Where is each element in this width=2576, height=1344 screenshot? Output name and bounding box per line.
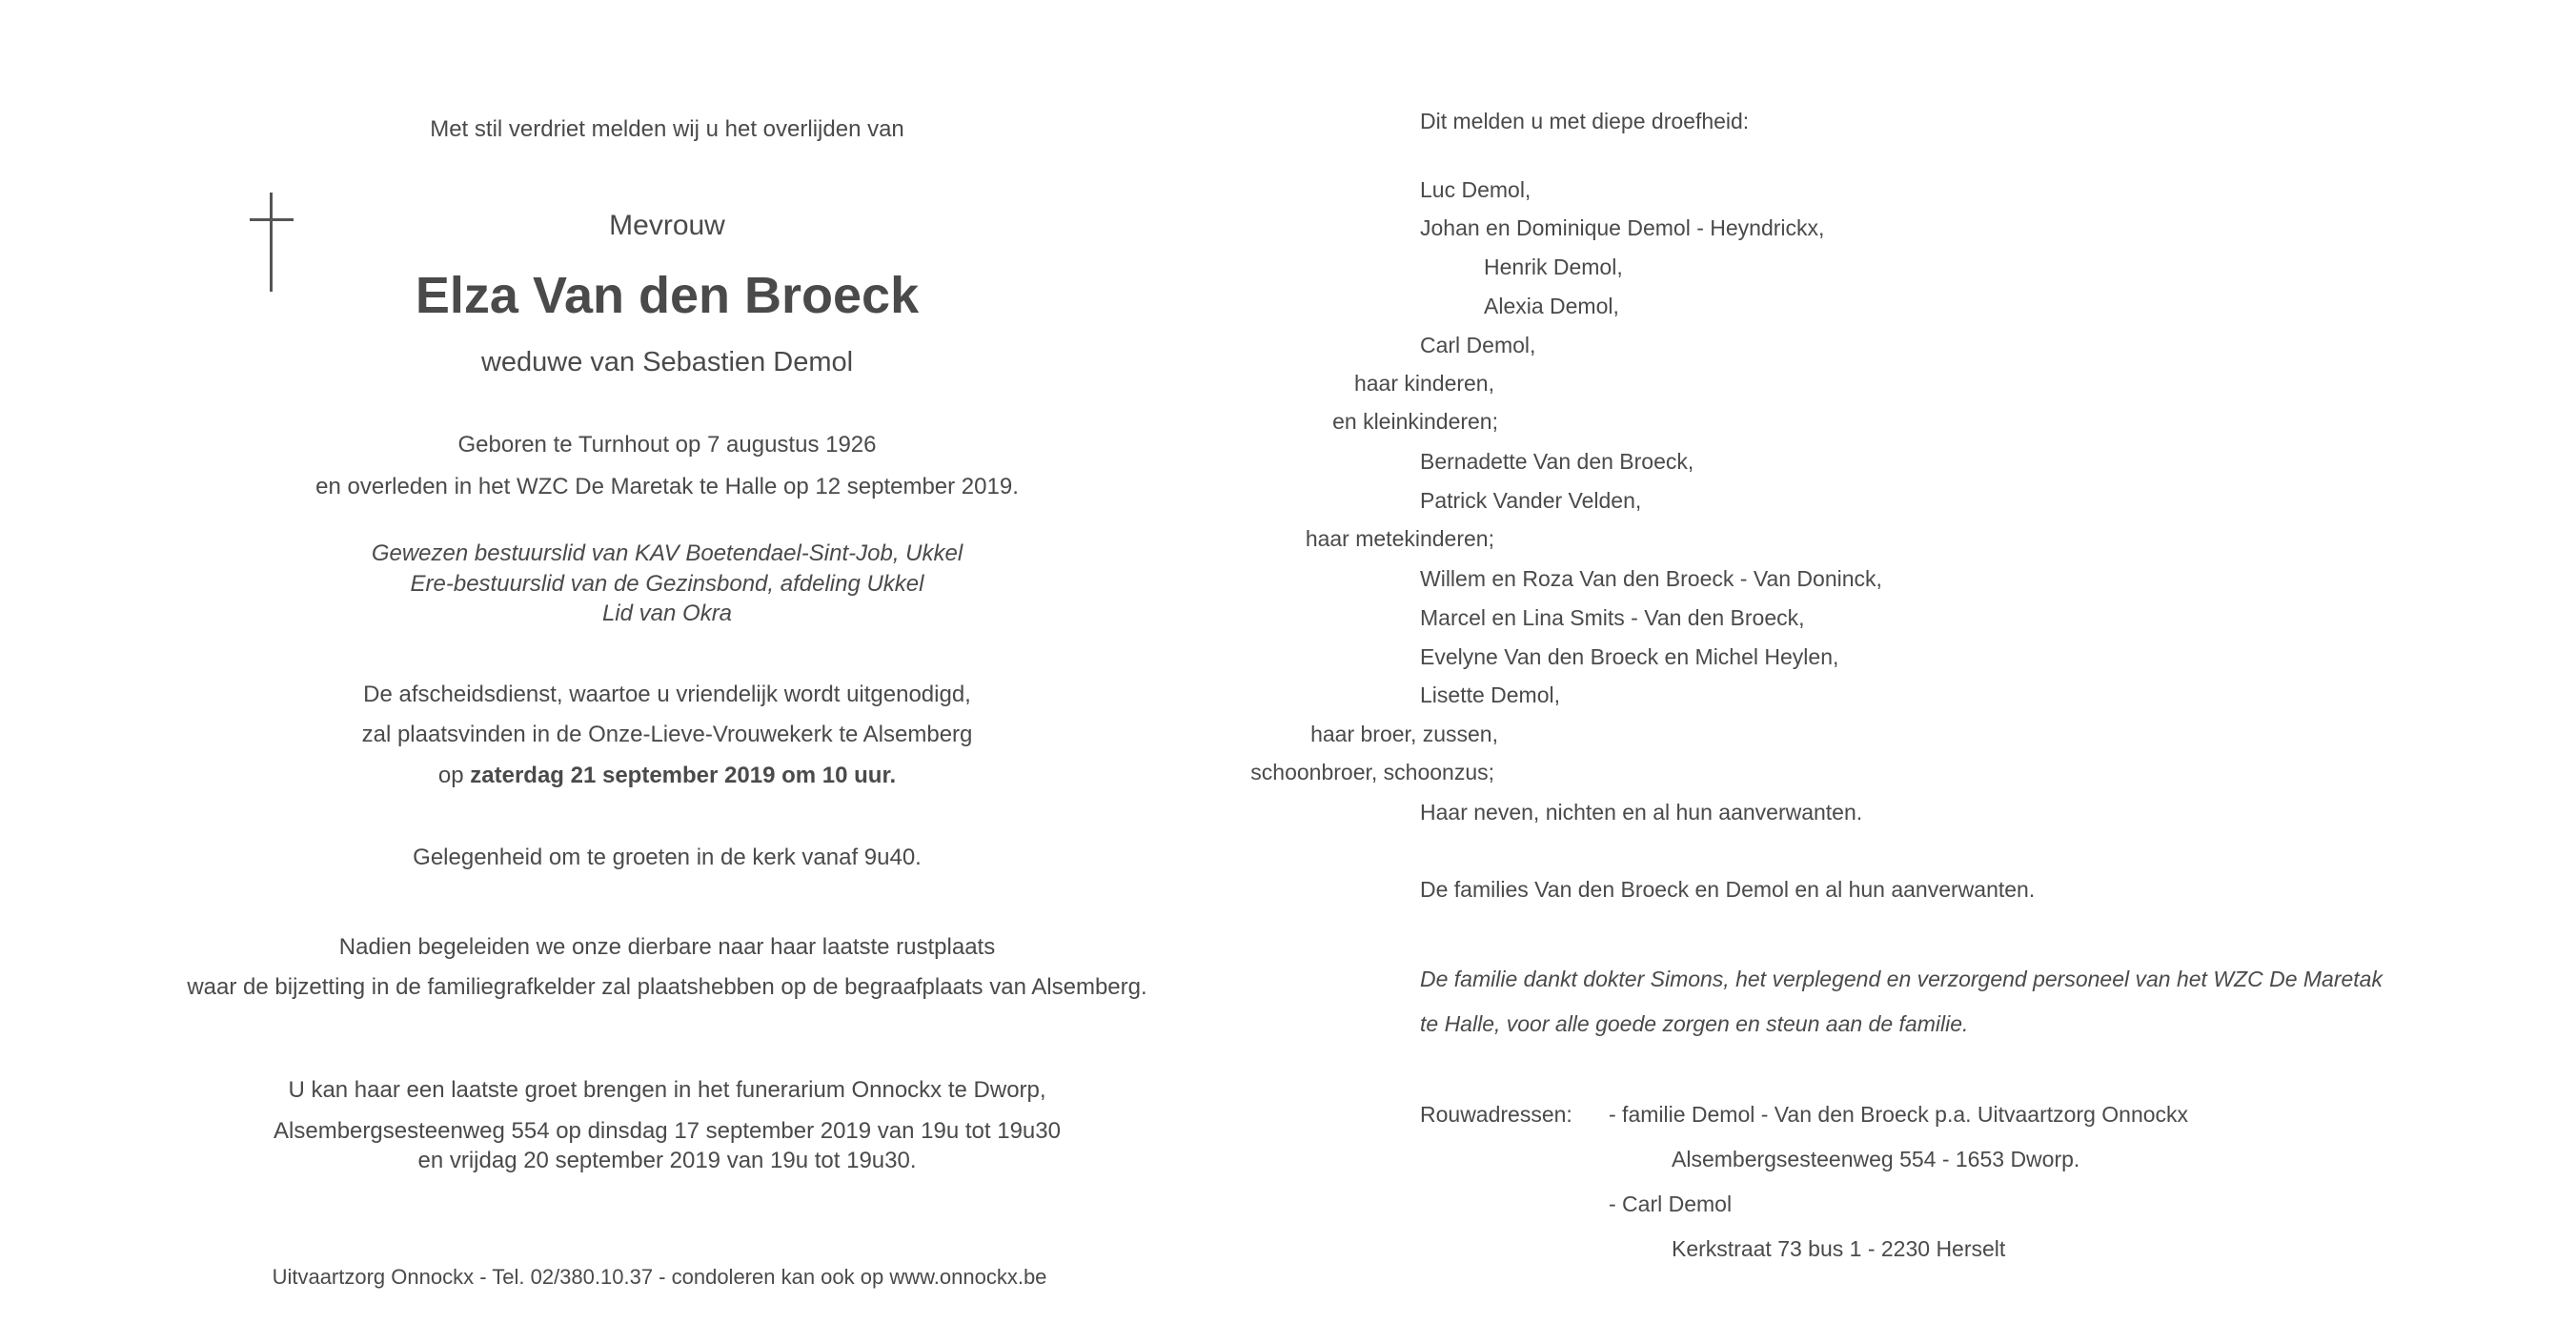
burial-line: waar de bijzetting in de familiegrafkelder zal plaatshebben op de begraafplaats van Alsemberg. — [187, 974, 1147, 1000]
greeting-text: Gelegenheid om te groeten in de kerk vanaf 9u40. — [413, 845, 922, 870]
death-text: en overleden in het WZC De Maretak te Halle op 12 september 2019. — [315, 474, 1019, 499]
family-line — [1484, 255, 1623, 280]
role-line: Lid van Okra — [601, 601, 733, 626]
family-name: Luc Demol, — [1420, 177, 1531, 202]
in-laws-label: schoonbroer, schoonzus; — [1250, 760, 1494, 784]
family-line — [1420, 215, 1824, 241]
birth-text: Geboren te Turnhout op 7 augustus 1926 — [457, 432, 877, 458]
footer-contact: Uitvaartzorg Onnockx - Tel. 02/380.10.37 - condoleren kan ook op www.onnockx.be — [272, 1265, 1047, 1289]
widow-of-text: weduwe van Sebastien Demol — [480, 347, 854, 377]
sibling-line: Willem en Roza Van den Broeck - Van Doninck, — [1420, 566, 1882, 591]
visit-line: en vrijdag 20 september 2019 van 19u tot 19u30. — [417, 1148, 917, 1173]
family-line — [1420, 333, 1535, 358]
thanks-line: De familie dankt dokter Simons, het verplegend en verzorgend personeel van het WZC De Maretak — [1420, 967, 2383, 991]
godchild-line: Patrick Vander Velden, — [1420, 488, 1642, 513]
siblings-label: haar broer, zussen, — [1310, 722, 1498, 746]
children-label: haar kinderen, — [1353, 371, 1494, 396]
intro-text: Met stil verdriet melden wij u het overlijden van — [430, 116, 904, 142]
family-name: Henrik Demol, — [1484, 255, 1623, 279]
address-label: Rouwadressen: — [1420, 1102, 1572, 1127]
families-text: De families Van den Broeck en Demol en al hun aanverwanten. — [1420, 877, 2036, 902]
honorific-title: Mevrouw — [609, 210, 725, 241]
sibling-line: Lisette Demol, — [1420, 682, 1561, 707]
right-intro: Dit melden u met diepe droefheid: — [1420, 109, 1750, 133]
sibling-line: Marcel en Lina Smits - Van den Broeck, — [1420, 605, 1805, 630]
family-line — [1484, 294, 1619, 319]
godchildren-label: haar metekinderen; — [1305, 526, 1494, 551]
service-line: De afscheidsdienst, waartoe u vriendelijk wordt uitgenodigd, — [363, 682, 971, 707]
family-line — [1420, 177, 1531, 203]
service-date: zaterdag 21 september 2019 om 10 uur. — [470, 763, 897, 788]
grandchildren-label: en kleinkinderen; — [1332, 409, 1498, 434]
sibling-line: Evelyne Van den Broeck en Michel Heylen, — [1420, 644, 1839, 669]
role-line: Gewezen bestuurslid van KAV Boetendael-Sint-Job, Ukkel — [371, 540, 963, 566]
godchild-line: Bernadette Van den Broeck, — [1420, 449, 1694, 474]
deceased-name: Elza Van den Broeck — [415, 267, 920, 324]
thanks-line: te Halle, voor alle goede zorgen en steun aan de familie. — [1420, 1011, 1969, 1036]
address-line: - Carl Demol — [1609, 1191, 1733, 1216]
role-line: Ere-bestuurslid van de Gezinsbond, afdeling Ukkel — [410, 571, 924, 597]
family-name: Johan en Dominique Demol - Heyndrickx, — [1420, 215, 1825, 240]
family-name: Carl Demol, — [1420, 333, 1536, 357]
address-line: - familie Demol - Van den Broeck p.a. Uitvaartzorg Onnockx — [1609, 1102, 2189, 1127]
service-date-prefix: op — [437, 763, 471, 788]
address-street: Kerkstraat 73 bus 1 - 2230 Herselt — [1672, 1236, 2006, 1261]
visit-line: Alsembergsesteenweg 554 op dinsdag 17 september 2019 van 19u tot 19u30 — [274, 1118, 1061, 1144]
visit-line: U kan haar een laatste groet brengen in het funerarium Onnockx te Dworp, — [288, 1077, 1046, 1103]
burial-line: Nadien begeleiden we onze dierbare naar haar laatste rustplaats — [338, 934, 996, 960]
address-street: Alsembergsesteenweg 554 - 1653 Dworp. — [1672, 1147, 2080, 1171]
relatives-text: Haar neven, nichten en al hun aanverwanten. — [1420, 800, 1863, 825]
service-line: zal plaatsvinden in de Onze-Lieve-Vrouwekerk te Alsemberg — [361, 722, 973, 747]
service-date-line — [438, 763, 896, 789]
family-name: Alexia Demol, — [1484, 294, 1619, 318]
